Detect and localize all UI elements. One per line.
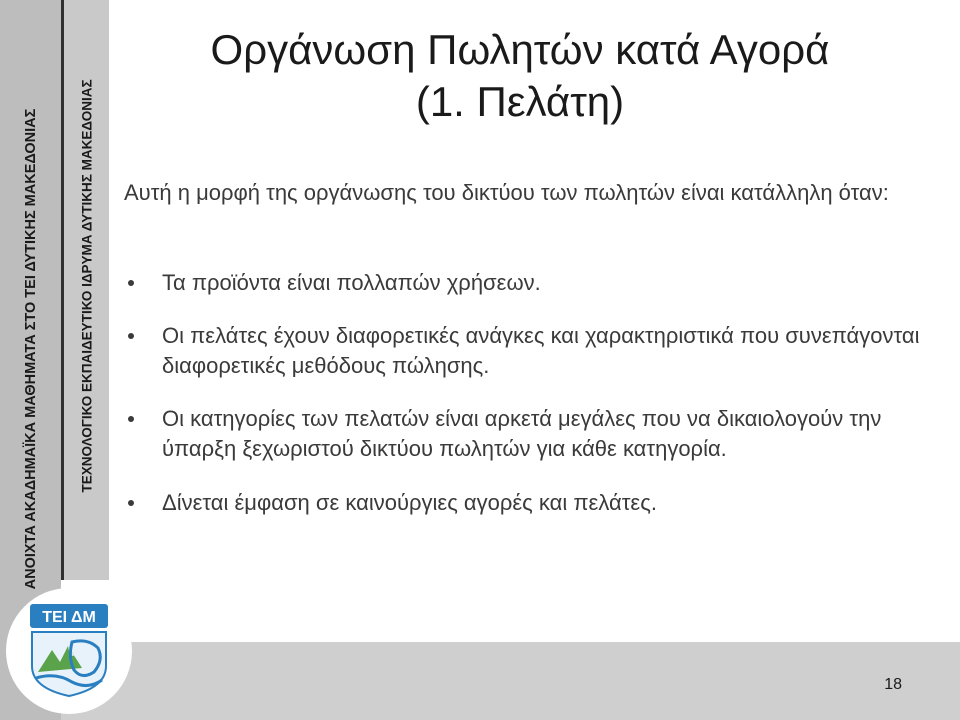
sidebar-inner-text: ΤΕΧΝΟΛΟΓΙΚΟ ΕΚΠΑΙΔΕΥΤΙΚΟ ΙΔΡΥΜΑ ΔΥΤΙΚΗΣ ΜΑΚΕΔΟΝΙΑΣ [79, 79, 94, 493]
slide-title-line-2: (1. Πελάτη) [415, 78, 625, 125]
footer-bar [61, 642, 960, 720]
slide-title [120, 24, 920, 128]
bullet-text: Οι πελάτες έχουν διαφορετικές ανάγκες και χαρακτηριστικά που συνεπάγονται διαφορετικές μεθόδους πώλησης. [162, 323, 920, 378]
bullet-text: Οι κατηγορίες των πελατών είναι αρκετά μεγάλες που να δικαιολογούν την ύπαρξη ξεχωριστού δικτύου πωλητών για κάθε κατηγορία. [162, 406, 882, 461]
list-item [124, 321, 924, 381]
bullet-list [124, 268, 924, 518]
bullet-dot-icon [128, 333, 134, 339]
bullet-dot-icon [128, 416, 134, 422]
list-item [124, 268, 924, 298]
slide-title-line-1: Οργάνωση Πωλητών κατά Αγορά [210, 26, 830, 73]
list-item [124, 488, 924, 518]
page-number: 18 [884, 676, 902, 693]
bullet-dot-icon [128, 280, 134, 286]
bullet-dot-icon [128, 500, 134, 506]
list-item [124, 404, 924, 464]
logo-text: ΤΕΙ ΔΜ [42, 609, 96, 626]
intro-text: Αυτή η μορφή της οργάνωσης του δικτύου των πωλητών είναι κατάλληλη όταν: [124, 180, 889, 205]
tei-dm-logo-icon [28, 602, 110, 698]
bullet-text: Τα προϊόντα είναι πολλαπών χρήσεων. [162, 270, 541, 295]
sidebar-inner-band [64, 0, 109, 580]
logo-badge [6, 588, 132, 714]
bullet-text: Δίνεται έμφαση σε καινούργιες αγορές και πελάτες. [162, 490, 657, 515]
sidebar-outer-text: ΑΝΟΙΧΤΑ ΑΚΑΔΗΜΑΪΚΑ ΜΑΘΗΜΑΤΑ ΣΤΟ ΤΕΙ ΔΥΤΙΚΗΣ ΜΑΚΕΔΟΝΙΑΣ [22, 108, 39, 590]
